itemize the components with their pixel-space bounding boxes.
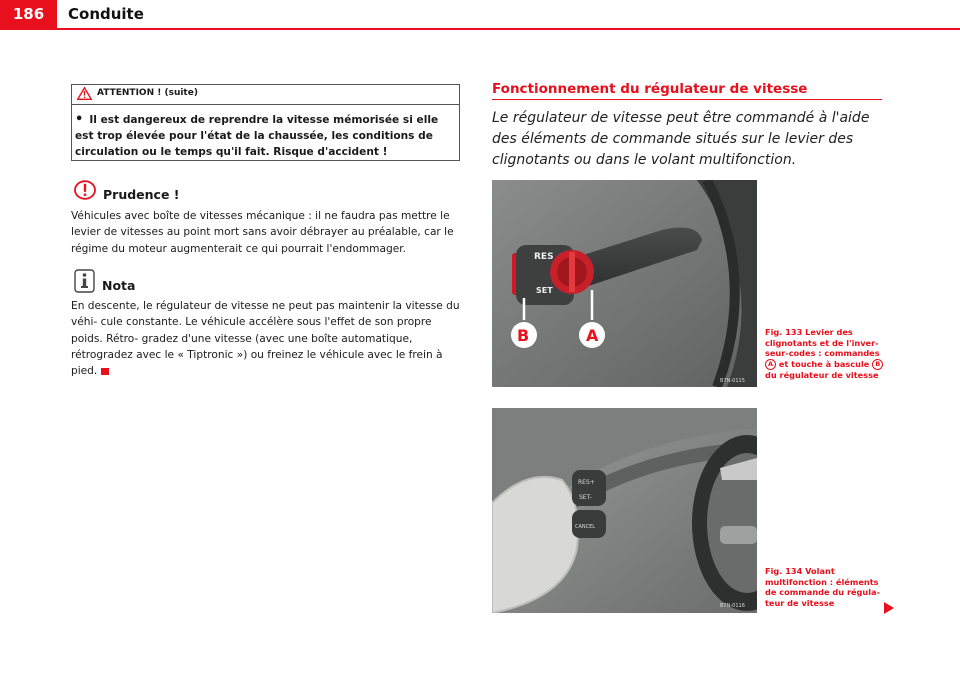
warning-text [75,112,457,160]
fig1-caption-text: Fig. 133 Levier des clignotants et de l'inver- seur-codes : commandes [765,327,880,358]
page-number: 186 [0,0,57,28]
fig2-label-set: SET- [579,494,592,501]
fig2-label-cancel: CANCEL [575,524,596,530]
header-rule [0,28,960,30]
figure-134-wheel-image [492,408,757,613]
fig1-callout-b: B [517,326,530,345]
fig1-code: B7N-0115 [720,378,745,384]
next-page-arrow-icon[interactable] [883,602,895,614]
fig2-label-res: RES+ [578,479,595,486]
figure-134-caption: Fig. 134 Volant multifonction : éléments de commande du régula- teur de vitesse [765,566,880,608]
note-text [71,298,465,379]
chapter-title: Conduite [68,5,144,23]
fig1-label-res: RES [534,252,554,262]
caution-title: Prudence ! [103,187,180,202]
figure-133-caption [765,327,885,380]
marker-b: B [872,359,883,370]
fig1-caption-mid: et touche à bascule [778,358,870,369]
info-icon [74,269,95,293]
note-body: En descente, le régulateur de vitesse ne peut pas maintenir la vitesse du véhi- cule constante. Le véhicule accélère sous l'effet de son propre poids. Rétro- gradez d'une vitesse (avec une boîte automatique, rétrogradez avec le « Tiptronic ») ou freinez le véhicule avec le frein à pied. [71,300,460,378]
fig1-label-set: SET [536,286,553,295]
caution-text: Véhicules avec boîte de vitesses mécanique : il ne faudra pas mettre le levier de vitesses au point mort sans avoir débrayer au préalable, car le régime du moteur augmenterait ce qui pourrait l'endommager. [71,210,454,255]
end-mark [101,368,109,375]
marker-a: A [765,359,776,370]
fig1-caption-post: du régulateur de vitesse [765,369,879,380]
note-title: Nota [102,278,136,293]
figure-133-stalk-image [492,180,757,387]
warning-body: Il est dangereux de reprendre la vitesse mémorisée si elle est trop élevée pour l'état de la chaussée, les conditions de circulation ou le temps qu'il fait. Risque d'accident ! [75,114,439,158]
warning-triangle-icon [77,87,92,100]
section-title: Fonctionnement du régulateur de vitesse [492,81,808,97]
section-intro: Le régulateur de vitesse peut être commandé à l'aide des éléments de commande situés sur le levier des clignotants ou dans le volant multifonction. [492,110,870,168]
exclamation-icon [74,180,96,200]
warning-bullet: • [75,112,84,127]
section-rule [492,99,882,100]
warning-title: ATTENTION ! (suite) [97,88,198,98]
fig1-callout-a: A [586,326,599,345]
fig2-code: B7N-0116 [720,603,745,609]
